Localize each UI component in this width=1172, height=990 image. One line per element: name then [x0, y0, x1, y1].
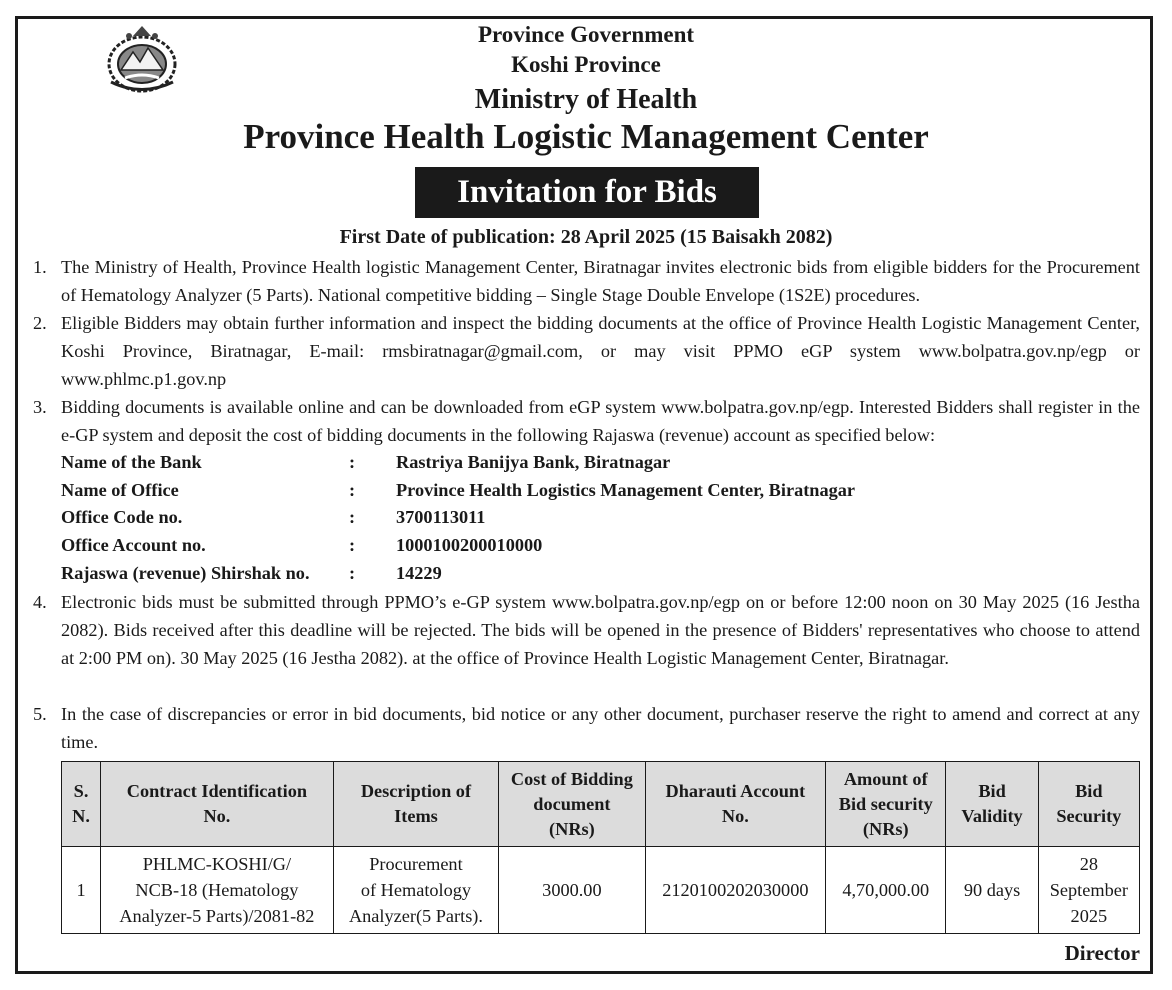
bank-detail-colon: : [349, 535, 356, 555]
publication-date: First Date of publication: 28 April 2025 (15 Baisakh 2082) [339, 226, 833, 248]
header-province-government: Province Government [477, 22, 695, 47]
header-security: Bid Security [1038, 762, 1139, 847]
item-number: 3. [33, 397, 47, 417]
item-text: Electronic bids must be submitted through PPMO’s e-GP system www.bolpatra.gov.np/egp on or before 12:00 noon on 30 May 2025 (16 Jestha 2082). Bids received after this deadline will be rejected. The bids will be opened in the presence of Bidders' representatives who choose to attend at 2:00 PM on). 30 May 2025 (16 Jestha 2082). at the office of Province Health Logistic Management Center, Biratnagar. [61, 592, 1140, 668]
bank-detail-key: Name of the Bank [61, 452, 202, 472]
item-number: 1. [33, 257, 47, 277]
bank-detail-colon: : [349, 563, 356, 583]
item-text: Eligible Bidders may obtain further information and inspect the bidding documents at the office of Province Health Logistic Management Center, Koshi Province, Biratnagar, E-mail: rmsbiratnagar@gmail.com, or may visit PPMO eGP system www.bolpatra.gov.np/egp or www.phlmc.p1.gov.np [61, 313, 1140, 389]
cell-validity: 90 days [946, 847, 1038, 934]
cell-cost: 3000.00 [499, 847, 645, 934]
bank-detail-value: Province Health Logistics Management Center, Biratnagar [396, 480, 855, 500]
header-contract-id: Contract Identification No. [101, 762, 334, 847]
invitation-banner: Invitation for Bids [415, 167, 759, 218]
bank-detail-value: Rastriya Banijya Bank, Biratnagar [396, 452, 671, 472]
item-number: 5. [33, 704, 47, 724]
bank-detail-key: Name of Office [61, 480, 179, 500]
table-header-row [62, 762, 1140, 847]
item-number: 4. [33, 592, 47, 612]
header-dharauti: Dharauti Account No. [645, 762, 826, 847]
header-description: Description of Items [333, 762, 498, 847]
bank-detail-key: Rajaswa (revenue) Shirshak no. [61, 563, 310, 583]
bank-detail-value: 3700113011 [396, 507, 486, 527]
item-text: In the case of discrepancies or error in bid documents, bid notice or any other document, purchaser reserve the right to amend and correct at any time. [61, 704, 1140, 752]
header-ministry: Ministry of Health [474, 84, 698, 115]
cell-security: 28 September 2025 [1038, 847, 1139, 934]
bank-detail-key: Office Account no. [61, 535, 206, 555]
header-koshi-province: Koshi Province [511, 52, 661, 77]
cell-dharauti: 2120100202030000 [645, 847, 826, 934]
header-sn: S. N. [62, 762, 101, 847]
bid-table [61, 761, 1140, 934]
bank-detail-colon: : [349, 480, 356, 500]
item-text: Bidding documents is available online and can be downloaded from eGP system www.bolpatra.gov.np/egp. Interested Bidders shall register in the e-GP system and deposit the cost of bidding documents in the following Rajaswa (revenue) account as specified below: [61, 397, 1140, 445]
bank-detail-colon: : [349, 452, 356, 472]
signature-director: Director [1064, 941, 1140, 965]
cell-amount: 4,70,000.00 [826, 847, 946, 934]
cell-sn: 1 [62, 847, 101, 934]
bank-detail-key: Office Code no. [61, 507, 183, 527]
header-cost: Cost of Bidding document (NRs) [499, 762, 645, 847]
cell-contract-id: PHLMC-KOSHI/G/ NCB-18 (Hematology Analyzer-5 Parts)/2081-82 [101, 847, 334, 934]
item-text: The Ministry of Health, Province Health logistic Management Center, Biratnagar invites electronic bids from eligible bidders for the Procurement of Hematology Analyzer (5 Parts). National competitive bidding – Single Stage Double Envelope (1S2E) procedures. [61, 257, 1140, 305]
header-amount: Amount of Bid security (NRs) [826, 762, 946, 847]
header-center-name: Province Health Logistic Management Center [243, 117, 929, 156]
bank-detail-value: 1000100200010000 [396, 535, 543, 555]
bank-detail-value: 14229 [396, 563, 442, 583]
table-row [62, 847, 1140, 934]
item-number: 2. [33, 313, 47, 333]
cell-description: Procurement of Hematology Analyzer(5 Parts). [333, 847, 498, 934]
bank-detail-colon: : [349, 507, 356, 527]
header-validity: Bid Validity [946, 762, 1038, 847]
